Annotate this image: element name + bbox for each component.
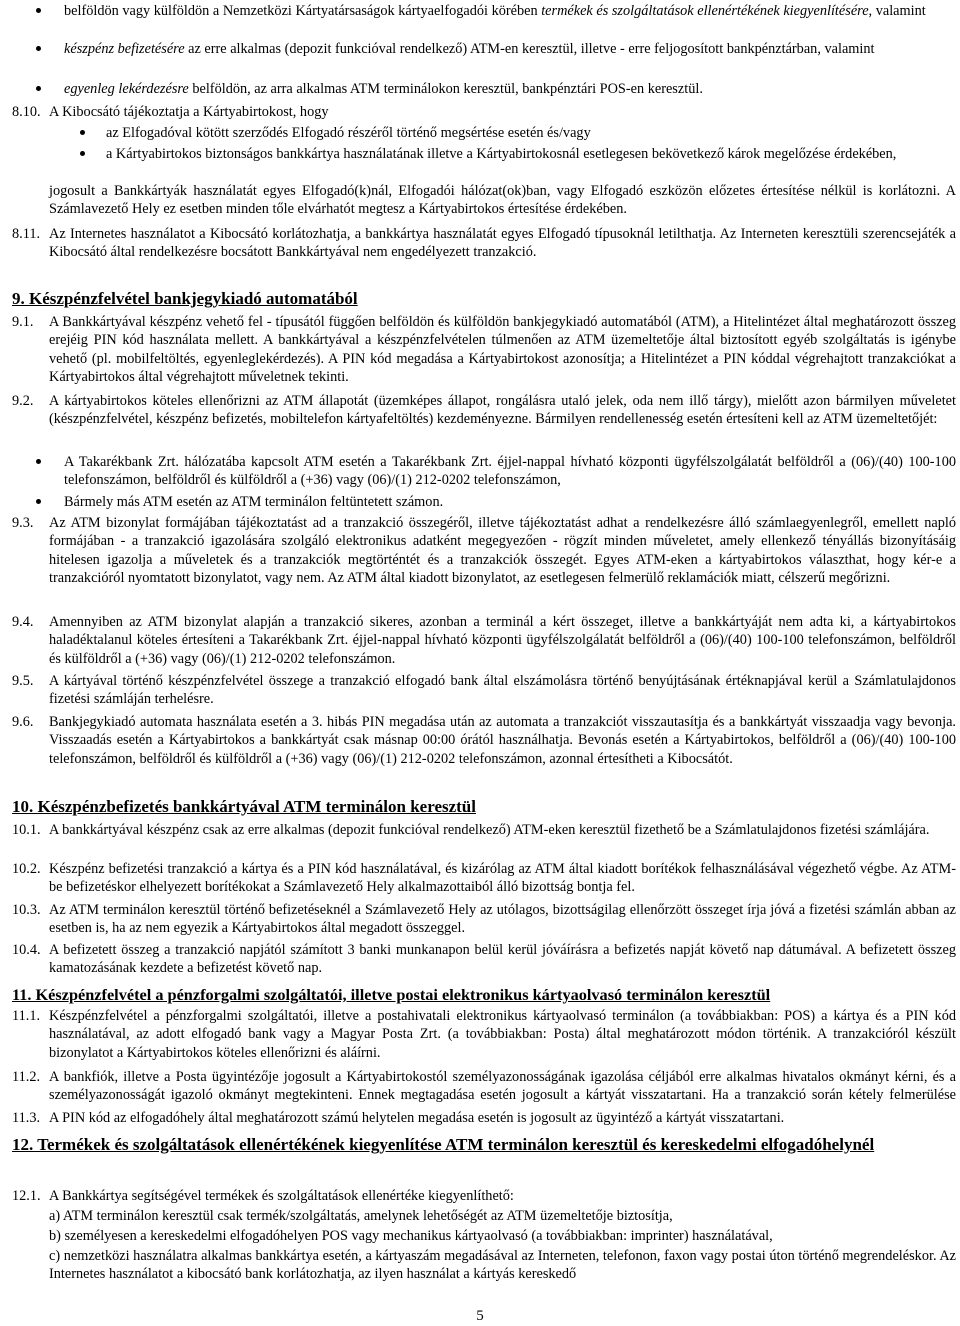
section-number: 9.6. (12, 714, 34, 730)
section-number: 9.1. (12, 314, 34, 330)
section-text: Készpénz befizetési tranzakció a kártya és a PIN kód használatával, és kizárólag az ATM által kiadott borítékok felhasználásával végezhető végbe. Az ATM-be befizetéskor elhelyezett borítékokat a Számlavezető Hely alkalmazottaiból álló bizottság bontja fel. (49, 861, 956, 896)
section-text: Az Internetes használatot a Kibocsátó korlátozhatja, a bankkártya használatát egyes Elfogadó típusoknál letilthatja. Az Interneten keresztüli szerencsejáték a Kibocsátó által rendelkezésre bocsátott Bankkártyával nem engedélyezett tranzakció. (49, 226, 956, 261)
list-item-text: c) nemzetközi használatra alkalmas bankkártya esetén, a kártyaszám megadásával az Interneten, telefonon, faxon vagy postai úton történő megrendeléskor. Az Internetes használatot a kibocsátó bank korlátozhatja, az ilyen használat a kártyás kereskedő (49, 1248, 956, 1283)
section-heading: 12. Termékek és szolgáltatások ellenértékének kiegyenlítése ATM terminálon keresztül és kereskedelmi elfogadóhelynél (12, 1135, 875, 1154)
section-number: 9.4. (12, 614, 34, 630)
section-number: 11.1. (12, 1008, 41, 1024)
section-text: Az ATM terminálon keresztül történő befizetéseknél a Számlavezető Hely az utólagos, bizottságilag ellenőrzött összeget írja jóvá a fizetési számlán abban az esetben is, ha az nem egyezik a Kártyabirtokos által megadott összeggel. (49, 902, 956, 937)
section-text: A Bankkártya segítségével termékek és szolgáltatások ellenértéke kiegyenlíthető: (49, 1188, 514, 1204)
section-number: 8.10. (12, 104, 41, 120)
section-text: Készpénzfelvétel a pénzforgalmi szolgáltatói, illetve a postahivatali elektronikus kártyaolvasó terminálon (a továbbiakban: POS) a kártya és a PIN kód használatával, az adott elfogadó bank vagy a Magyar Posta Zrt. (a továbbiakban: Posta) által meghatározott módon történik. A tranzakcióról készült bizonylatot a Kártyabirtokos köteles ellenőrizni és aláírni. (49, 1008, 956, 1061)
section-text: A kártyával történő készpénzfelvétel összege a tranzakció elfogadó bank által elszámolásra történő benyújtásának értéknapjával kerül a Számlatulajdonos fizetési számláján terhelésre. (49, 673, 956, 708)
section-number: 11.2. (12, 1069, 41, 1085)
section-text: Bankjegykiadó automata használata esetén a 3. hibás PIN megadása után az automata a tranzakciót visszautasítja és a bankkártyát visszaadja vagy bevonja. Visszaadás esetén a Kártyabirtokos a bankkártyát csak másnap 00:00 órától használhatja. Bevonás esetén a Kártyabirtokos, belföldről a (06)/(40) 100-100 telefonszámon, belföldről és külföldről a (+36) vagy (06)/(1) 212-0202 telefonszámon, azonnal értesítheti a Kibocsátót. (49, 714, 956, 767)
section-number: 12.1. (12, 1188, 41, 1204)
section-heading: 10. Készpénzbefizetés bankkártyával ATM terminálon keresztül (12, 797, 476, 816)
list-item-text: a Kártyabirtokos biztonságos bankkártya használatának illetve a Kártyabirtokosnál esetlegesen bekövetkező károk megelőzése érdekében, (106, 146, 897, 162)
list-item-text: az Elfogadóval kötött szerződés Elfogadó részéről történő megsértése esetén és/vagy (106, 125, 591, 141)
list-item-text: egyenleg lekérdezésre belföldön, az arra alkalmas ATM terminálokon keresztül, bankpénztári POS-en keresztül. (64, 81, 703, 97)
paragraph: jogosult a Bankkártyák használatát egyes Elfogadó(k)nál, Elfogadói hálózat(ok)ban, vagy Elfogadó eszközön előzetes értesítése nélkül is korlátozni. A Számlavezető Hely ez esetben minden tőle elvárhatót megtesz a Kártyabirtokos értesítése érdekében. (49, 183, 956, 218)
section-number: 10.4. (12, 942, 41, 958)
list-item-text: b) személyesen a kereskedelmi elfogadóhelyen POS vagy mechanikus kártyaolvasó (a továbbiakban: imprinter) használatával, (49, 1228, 773, 1244)
section-number: 9.2. (12, 393, 34, 409)
section-number: 10.2. (12, 861, 41, 877)
section-number: 9.5. (12, 673, 34, 689)
section-text: A kártyabirtokos köteles ellenőrizni az ATM állapotát (üzemképes állapot, rongálásra utaló jelek, oda nem illő tárgy), mielőtt azon bármilyen műveletet (készpénzfelvétel, készpénz befizetés, mobiltelefon kártyafeltöltés) kezdeményezne. Bármilyen rendellenesség esetén értesíteni kell az ATM üzemeltetőjét: (49, 393, 956, 428)
list-item-text: belföldön vagy külföldön a Nemzetközi Kártyatársaságok kártyaelfogadói körében termékek és szolgáltatások ellenértékének kiegyenlítésére, valamint (64, 3, 926, 19)
section-number: 11.3. (12, 1110, 41, 1126)
list-item-text: Bármely más ATM esetén az ATM terminálon feltüntetett számon. (64, 494, 444, 510)
section-text: A befizetett összeg a tranzakció napjától számított 3 banki munkanapon belül kerül jóváírásra a befizetés napját követő nap dátumával. A befizetett összeg kamatozásának kezdete a befizetést követő nap. (49, 942, 956, 977)
section-text: A bankfiók, illetve a Posta ügyintézője jogosult a Kártyabirtokostól személyazonosságának igazolása céljából erre alkalmas hivatalos okmányt kérni, és a személyazonosságát igazoló okmányt megtekinteni. Ennek megtagadása esetén jogosult a kártyát visszatartani. Ha a tranzakció során kétely felmerülése (49, 1069, 956, 1104)
section-text: A Kibocsátó tájékoztatja a Kártyabirtokost, hogy (49, 104, 329, 120)
list-item-text: a) ATM terminálon keresztül csak termék/szolgáltatás, amelynek lehetőségét az ATM üzemeltetője biztosítja, (49, 1208, 673, 1224)
section-heading: 11. Készpénzfelvétel a pénzforgalmi szolgáltatói, illetve postai elektronikus kártyaolvasó terminálon keresztül (12, 985, 771, 1004)
section-number: 10.1. (12, 822, 41, 838)
list-item-text: készpénz befizetésére az erre alkalmas (depozit funkcióval rendelkező) ATM-en keresztül, illetve - erre feljogosított bankpénztárban, valamint (64, 41, 875, 57)
section-text: Az ATM bizonylat formájában tájékoztatást ad a tranzakció összegéről, illetve tájékoztatást adhat a rendelkezésre álló számlaegyenlegről, emellett napló formájában - a tranzakció igazolására szolgáló elektronikus adatként megegyezően - rögzít minden műveletet, amely ellenkező tényállás bizonyításáig hitelesen igazolja a műveletek és a tranzakciók megtörténtét és a tranzakciók összegét. Egyes ATM-eken a kártyabirtokos választhat, hogy kér-e a tranzakcióról nyomtatott bizonylatot, vagy nem. Az ATM által kiadott bizonylatot, az esetlegesen felmerülő reklamációk miatt, célszerű megőrizni. (49, 515, 956, 586)
section-text: A PIN kód az elfogadóhely által meghatározott számú helytelen megadása esetén is jogosult az ügyintéző a kártyát visszatartani. (49, 1110, 785, 1126)
section-text: Amennyiben az ATM bizonylat alapján a tranzakció sikeres, azonban a terminál a kért összeget, illetve a bankkártyáját nem adta ki, a kártyabirtokos haladéktalanul köteles értesíteni a Takarékbank Zrt. éjjel-nappal hívható központi ügyfélszolgálatát belföldről a (06)/(40) 100-100 telefonszámon, belföldről és külföldről a (+36) vagy (06)/(1) 212-0202 telefonszámon. (49, 614, 956, 667)
list-item-text: A Takarékbank Zrt. hálózatába kapcsolt ATM esetén a Takarékbank Zrt. éjjel-nappal hívható központi ügyfélszolgálatát belföldről a (06)/(40) 100-100 telefonszámon, belföldről és külföldről a (+36) vagy (06)/(1) 212-0202 telefonszámon, (64, 454, 956, 489)
page-number: 5 (476, 1308, 484, 1324)
section-number: 8.11. (12, 226, 41, 242)
section-number: 9.3. (12, 515, 34, 531)
section-heading: 9. Készpénzfelvétel bankjegykiadó automatából (12, 289, 358, 308)
section-text: A bankkártyával készpénz csak az erre alkalmas (depozit funkcióval rendelkező) ATM-eken keresztül fizethető be a Számlatulajdonos fizetési számlájára. (49, 822, 930, 838)
section-number: 10.3. (12, 902, 41, 918)
section-text: A Bankkártyával készpénz vehető fel - típusától függően belföldön és külföldön bankjegykiadó automatából (ATM), a Hitelintézet által meghatározott összeg erejéig PIN kód használata mellett. A bankkártyával a készpénzfelvételen túlmenően az ATM üzemeltetője által biztosított egyéb szolgáltatás is igénybe vehető (pl. mobilfeltöltés, egyenleglekérdezés). A PIN kód megadása a Kártyabirtokost azonosítja; a Hitelintézet a PIN kóddal végrehajtott tranzakciókat a Kártyabirtokos által végrehajtott műveletnek tekinti. (49, 314, 956, 385)
